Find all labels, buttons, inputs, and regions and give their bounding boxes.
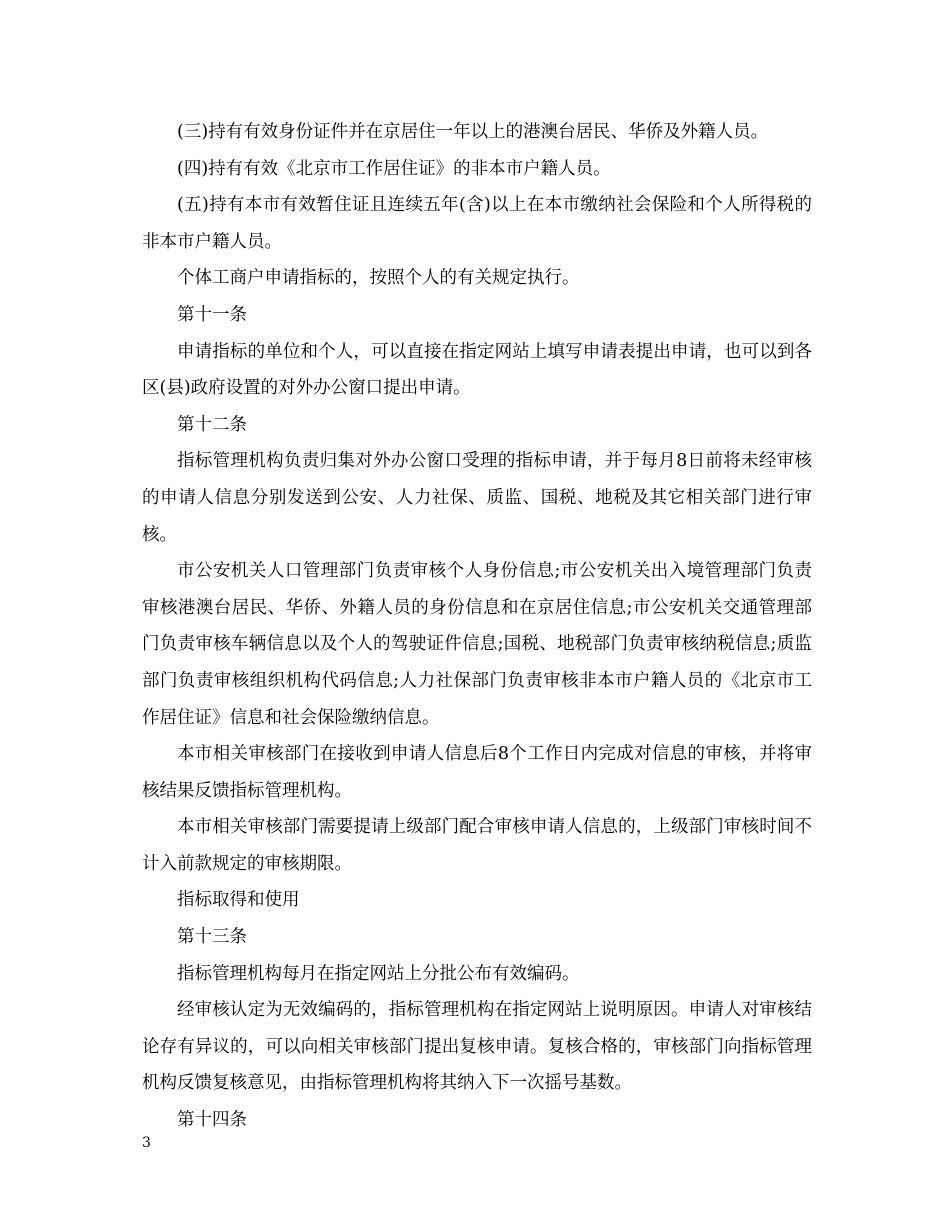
paragraph-item-5: (五)持有本市有效暂住证且连续五年(含)以上在本市缴纳社会保险和个人所得税的非本市户籍人员。 [142,195,812,252]
page-number: 3 [142,1135,151,1151]
paragraph-review-deadline: 本市相关审核部门在接收到申请人信息后8个工作日内完成对信息的审核，并将审核结果反馈指标管理机构。 [142,744,812,801]
section-heading-quota-use: 指标取得和使用 [177,890,300,911]
article-heading-14: 第十四条 [177,1110,247,1131]
paragraph-item-4: (四)持有有效《北京市工作居住证》的非本市户籍人员。 [177,158,611,179]
article-heading-11: 第十一条 [177,304,247,325]
document-body [142,114,812,1139]
article-heading-13: 第十三条 [177,927,247,948]
article-heading-12: 第十二条 [177,414,247,435]
paragraph-review-responsibilities: 市公安机关人口管理部门负责审核个人身份信息;市公安机关出入境管理部门负责审核港澳台居民、华侨、外籍人员的身份信息和在京居住信息;市公安机关交通管理部门负责审核车辆信息以及个人的驾驶证件信息;国税、地税部门负责审核纳税信息;质监部门负责审核组织机构代码信息;人力社保部门负责审核非本市户籍人员的《北京市工作居住证》信息和社会保险缴纳信息。 [142,561,812,728]
paragraph-invalid-code-review: 经审核认定为无效编码的，指标管理机构在指定网站上说明原因。申请人对审核结论存有异议的，可以向相关审核部门提出复核申请。复核合格的，审核部门向指标管理机构反馈复核意见，由指标管理机构将其纳入下一次摇号基数。 [142,1000,812,1094]
paragraph-publish-codes: 指标管理机构每月在指定网站上分批公布有效编码。 [177,963,580,984]
paragraph-individual-business: 个体工商户申请指标的，按照个人的有关规定执行。 [177,268,580,289]
paragraph-item-3: (三)持有有效身份证件并在京居住一年以上的港澳台居民、华侨及外籍人员。 [177,122,769,142]
paragraph-application-collection: 指标管理机构负责归集对外办公窗口受理的指标申请，并于每月8日前将未经审核的申请人信息分别发送到公安、人力社保、质监、国税、地税及其它相关部门进行审核。 [142,451,812,545]
paragraph-application-method: 申请指标的单位和个人，可以直接在指定网站上填写申请表提出申请，也可以到各区(县)政府设置的对外办公窗口提出申请。 [142,341,812,399]
paragraph-higher-level-review: 本市相关审核部门需要提请上级部门配合审核申请人信息的，上级部门审核时间不计入前款规定的审核期限。 [142,817,812,874]
